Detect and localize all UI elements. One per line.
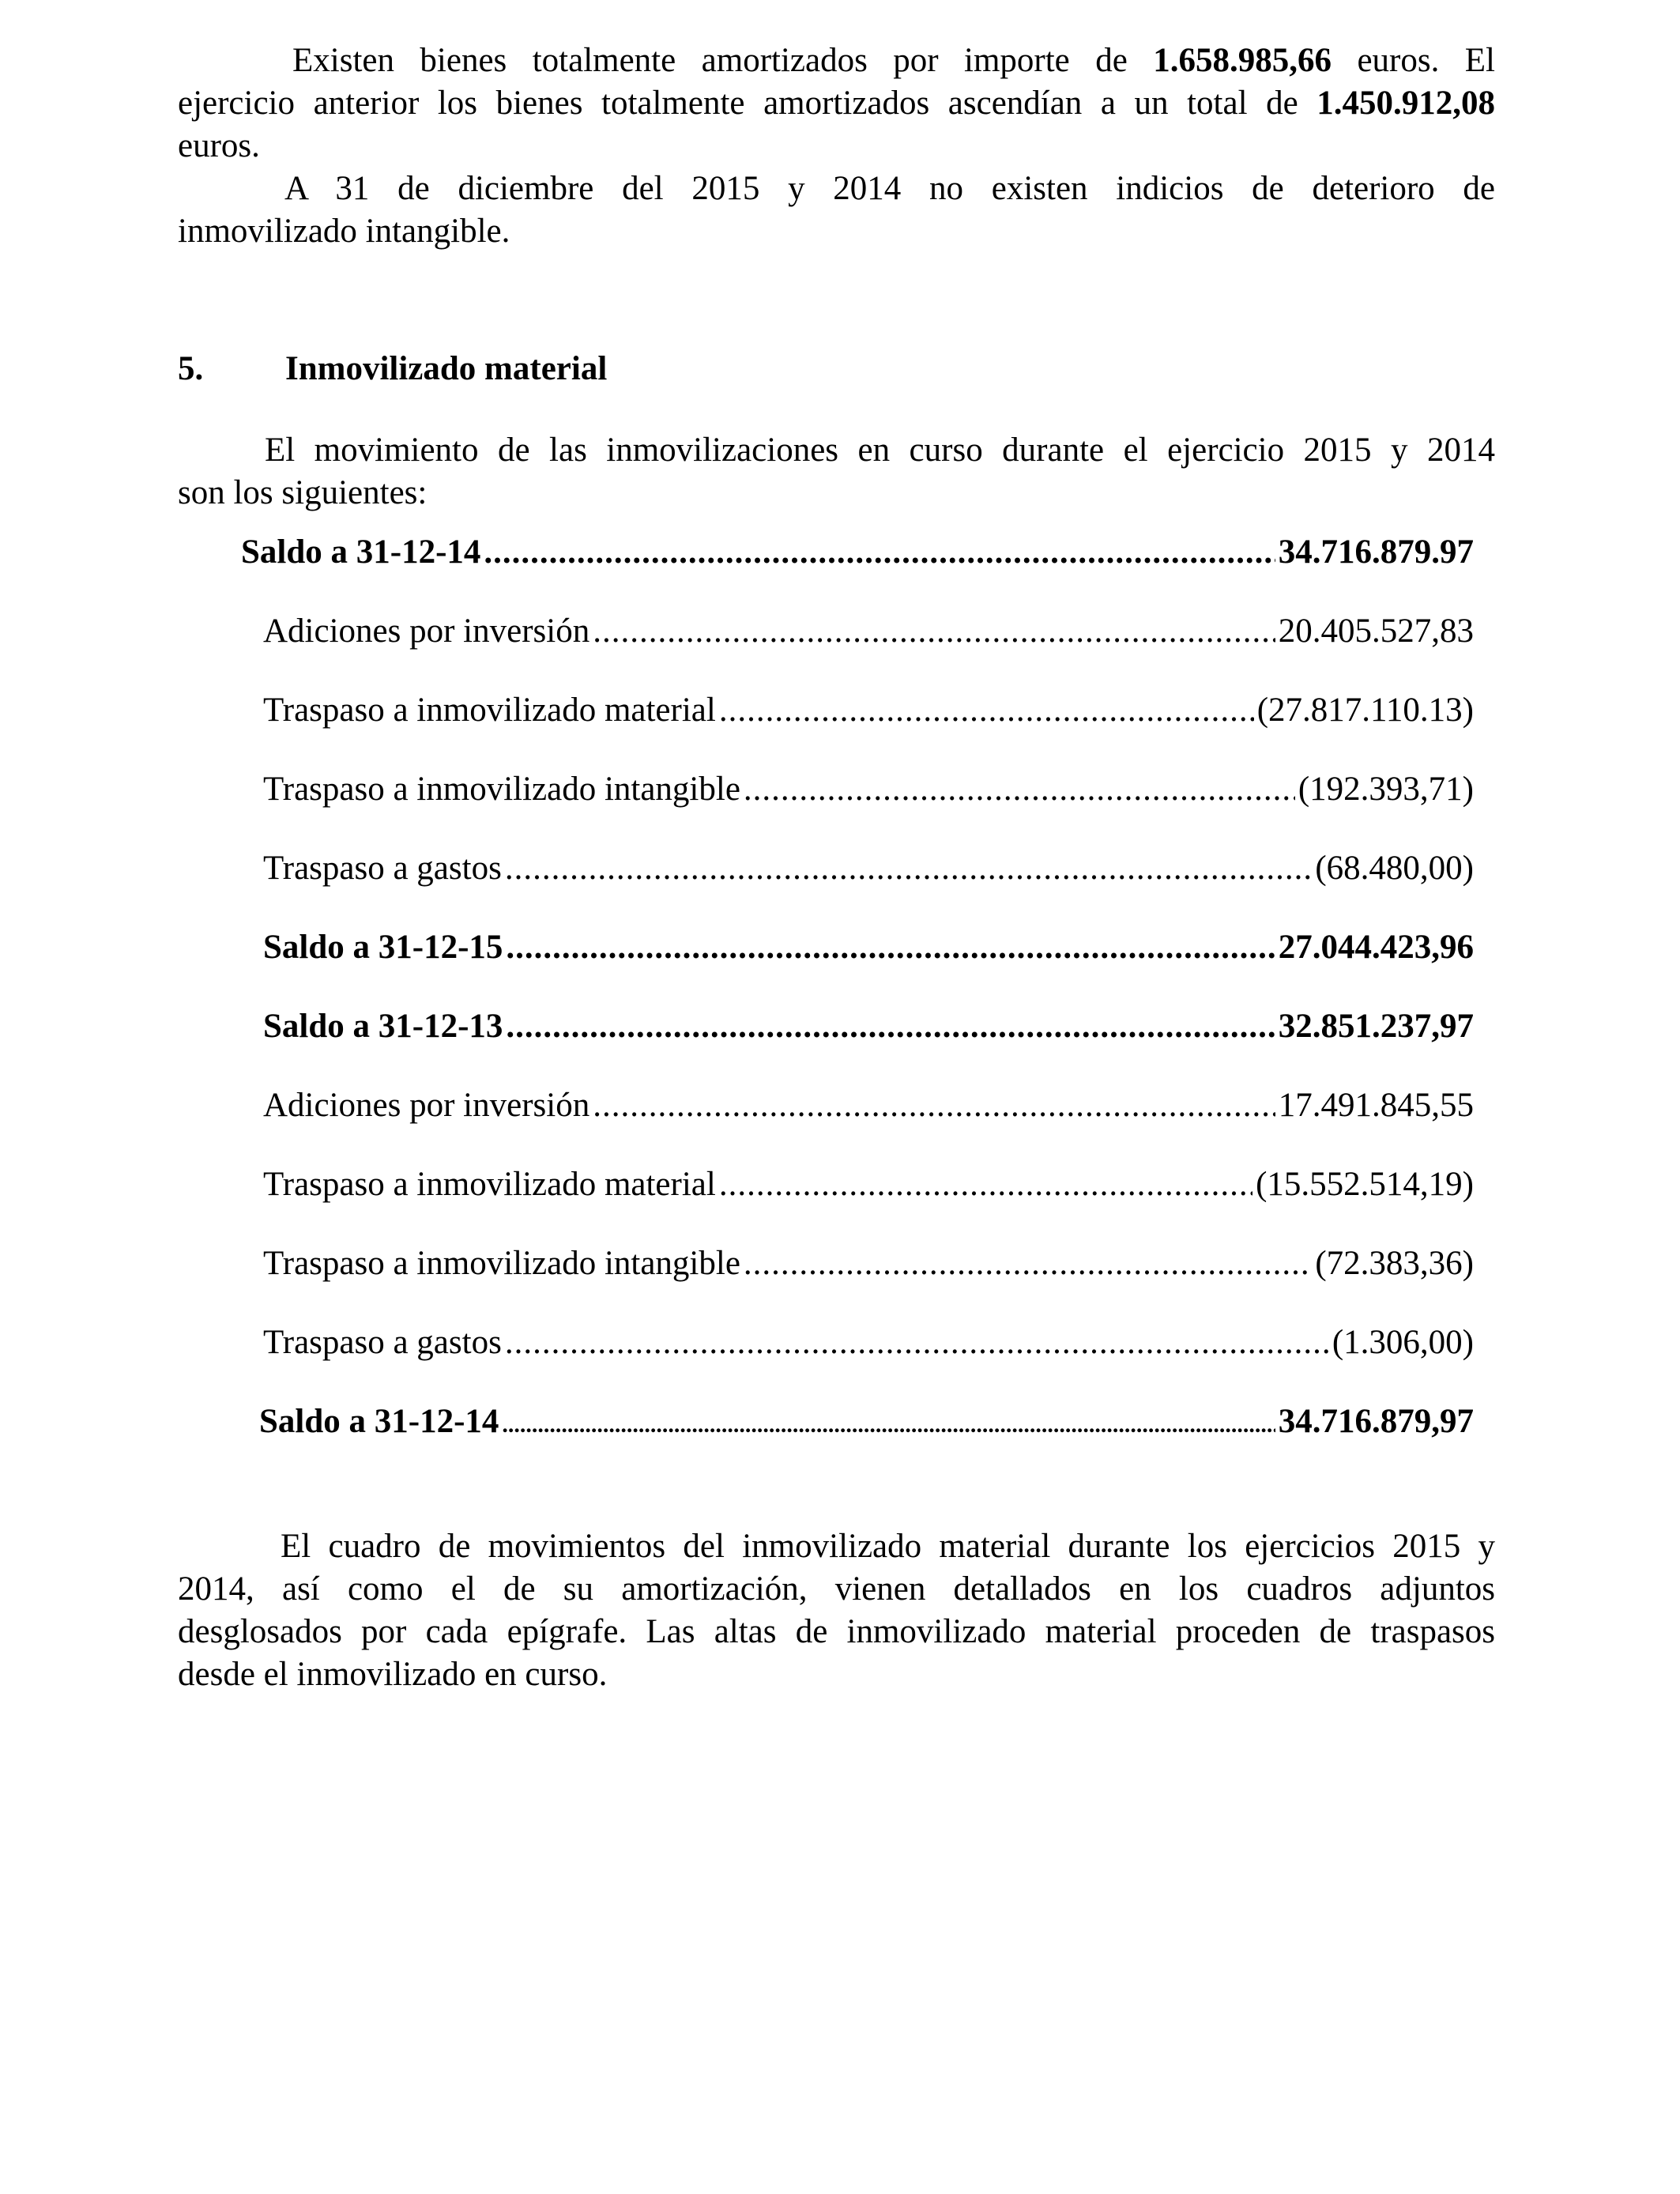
ledger-label: Saldo a 31-12-14 [259, 1403, 499, 1440]
ledger-label: Traspaso a gastos [263, 1324, 502, 1361]
section-number: 5. [178, 350, 204, 387]
ledger-label: Saldo a 31-12-13 [263, 1008, 503, 1045]
intro-line-2 [178, 82, 1495, 125]
ledger-leader-dots [484, 531, 1275, 574]
ledger-amount: (27.817.110.13) [1256, 692, 1474, 729]
intro-line-1 [178, 40, 1495, 82]
amortized-amount-2014: 1.450.912,08 [1317, 85, 1495, 122]
movement-intro-line-1: El movimiento de las inmovilizaciones en curso durante el ejercicio 2015 y 2014 [265, 432, 1495, 469]
ledger-leader-dots [719, 1163, 1252, 1206]
ledger-entry-row [263, 1321, 1474, 1364]
closing-line-3: desglosados por cada epígrafe. Las altas de inmovilizado material proceden de traspasos [178, 1613, 1495, 1650]
ledger-leader-dots [719, 689, 1254, 732]
ledger-leader-dots [506, 926, 1275, 969]
ledger-amount: 34.716.879,97 [1278, 1403, 1474, 1440]
section-heading [178, 349, 607, 388]
ledger-label: Traspaso a gastos [263, 850, 502, 887]
ledger-balance-row [263, 1005, 1474, 1048]
movement-intro-line-2: son los siguientes: [178, 474, 428, 511]
ledger-balance-row [259, 1400, 1474, 1443]
ledger-amount: (68.480,00) [1315, 850, 1474, 887]
intro-paragraph-amortized [178, 40, 1495, 168]
ledger-entry-row [263, 1084, 1474, 1127]
ledger-leader-dots [744, 1242, 1312, 1285]
intro-paragraph-impairment [178, 168, 1495, 253]
ledger-label: Traspaso a inmovilizado intangible [263, 771, 740, 808]
ledger-leader-dots [506, 1005, 1275, 1048]
ledger-leader-dots [593, 610, 1275, 653]
movement-intro-paragraph [178, 429, 1495, 515]
ledger-label: Adiciones por inversión [263, 613, 590, 650]
intro-text: ejercicio anterior los bienes totalmente amortizados ascendían a un total de [178, 85, 1317, 122]
ledger-entry-row [263, 1163, 1474, 1206]
impairment-line-2: inmovilizado intangible. [178, 213, 510, 250]
impairment-line-1: A 31 de diciembre del 2015 y 2014 no existen indicios de deterioro de [284, 170, 1495, 207]
ledger-amount: 32.851.237,97 [1278, 1008, 1474, 1045]
ledger-entry-row [263, 1242, 1474, 1285]
closing-paragraph [178, 1525, 1495, 1696]
closing-line-1: El cuadro de movimientos del inmovilizado material durante los ejercicios 2015 y [281, 1528, 1495, 1565]
ledger-leader-dots [505, 1321, 1329, 1364]
ledger-amount: (15.552.514,19) [1256, 1166, 1474, 1203]
ledger-amount: (192.393,71) [1298, 771, 1474, 808]
intro-text: Existen bienes totalmente amortizados por importe de [292, 42, 1154, 79]
ledger-entry-row [263, 689, 1474, 732]
ledger-leader-dots [593, 1084, 1275, 1127]
section-title: Inmovilizado material [285, 350, 608, 387]
closing-line-2: 2014, así como el de su amortización, vienen detallados en los cuadros adjuntos [178, 1570, 1495, 1608]
ledger-amount: (72.383,36) [1315, 1245, 1474, 1282]
ledger-amount: (1.306,00) [1332, 1324, 1474, 1361]
ledger-balance-row [263, 926, 1474, 969]
ledger-entry-row [263, 610, 1474, 653]
ledger-label: Traspaso a inmovilizado material [263, 1166, 716, 1203]
ledger-entry-row [263, 768, 1474, 811]
intro-line-3: euros. [178, 127, 260, 164]
ledger-label: Saldo a 31-12-15 [263, 929, 503, 966]
ledger-amount: 20.405.527,83 [1278, 613, 1474, 650]
intro-text: euros. El [1332, 42, 1495, 79]
ledger-leader-dots [502, 1400, 1275, 1443]
ledger-leader-dots [744, 768, 1295, 811]
ledger-leader-dots [505, 847, 1313, 890]
closing-line-4: desde el inmovilizado en curso. [178, 1656, 608, 1693]
ledger-amount: 27.044.423,96 [1278, 929, 1474, 966]
ledger-label: Adiciones por inversión [263, 1087, 590, 1124]
ledger-entry-row [263, 847, 1474, 890]
ledger-amount: 34.716.879.97 [1278, 533, 1474, 571]
ledger-balance-row [241, 531, 1474, 574]
ledger-label: Saldo a 31-12-14 [241, 533, 481, 571]
amortized-amount-2015: 1.658.985,66 [1153, 42, 1332, 79]
ledger-label: Traspaso a inmovilizado intangible [263, 1245, 740, 1282]
ledger-label: Traspaso a inmovilizado material [263, 692, 716, 729]
ledger-amount: 17.491.845,55 [1278, 1087, 1474, 1124]
